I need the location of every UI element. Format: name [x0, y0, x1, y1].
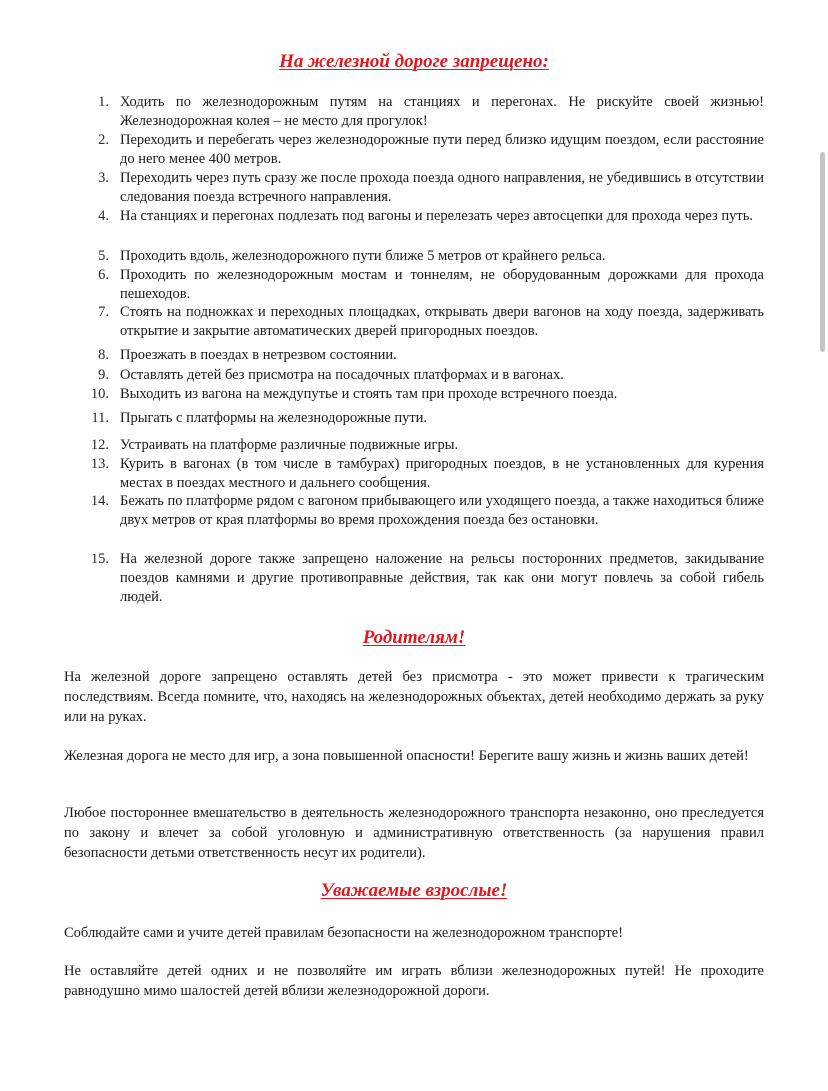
list-item-number: 5.	[98, 248, 109, 264]
list-item-number: 15.	[90, 551, 109, 567]
list-item-number: 3.	[98, 170, 109, 186]
list-item-number: 2.	[98, 132, 109, 148]
list-item-text: Выходить из вагона на междупутье и стоять там при проходе встречного поезда.	[120, 386, 618, 402]
list-item-number: 6.	[98, 267, 109, 283]
list-item-number: 8.	[98, 347, 109, 363]
list-item-number: 14.	[90, 493, 109, 509]
list-item-text: Переходить и перебегать через железнодорожные пути перед близко идущим поездом, если расстояние до него менее 400 метров.	[120, 132, 764, 167]
list-item-text: Оставлять детей без присмотра на посадочных платформах и в вагонах.	[120, 367, 564, 383]
list-item-text: Ходить по железнодорожным путям на станциях и перегонах. Не рискуйте своей жизнью! Железнодорожная колея – не место для прогулок!	[120, 94, 764, 129]
list-item-number: 13.	[90, 456, 109, 472]
list-item-number: 10.	[90, 386, 109, 402]
list-item-number: 4.	[98, 208, 109, 224]
parents-paragraph: На железной дороге запрещено оставлять детей без присмотра - это может привести к трагическим последствиям. Всегда помните, что, находясь на железнодорожных объектах, детей необходимо держать за руку или на руках.	[64, 669, 764, 725]
list-item-text: Стоять на подножках и переходных площадках, открывать двери вагонов на ходу поезда, задерживать открытие и закрытие автоматических дверей пригородных поездов.	[120, 304, 764, 339]
list-item-text: Проходить вдоль, железнодорожного пути ближе 5 метров от крайнего рельса.	[120, 248, 606, 264]
list-item-number: 7.	[98, 304, 109, 320]
list-item-number: 9.	[98, 367, 109, 383]
list-item-text: На железной дороге также запрещено наложение на рельсы посторонних предметов, закидывание поездов камнями и другие противоправные действия, так как они могут повлечь за собой гибель людей.	[120, 551, 764, 605]
list-item-text: На станциях и перегонах подлезать под вагоны и перелезать через автосцепки для прохода через путь.	[120, 208, 753, 224]
list-item-text: Прыгать с платформы на железнодорожные пути.	[120, 410, 428, 426]
page-title: На железной дороге запрещено:	[279, 51, 549, 72]
list-item-text: Устраивать на платформе различные подвижные игры.	[120, 437, 459, 453]
list-item-number: 12.	[90, 437, 109, 453]
list-item-text: Переходить через путь сразу же после прохода поезда одного направления, не убедившись в отсутствии следования поезда встречного направления.	[120, 170, 764, 205]
adults-paragraph: Соблюдайте сами и учите детей правилам безопасности на железнодорожном транспорте!	[64, 925, 623, 941]
adults-heading: Уважаемые взрослые!	[320, 880, 508, 901]
list-item-text: Проходить по железнодорожным мостам и тоннелям, не оборудованным дорожками для прохода пешеходов.	[120, 267, 764, 302]
list-item-text: Проезжать в поездах в нетрезвом состоянии.	[120, 347, 397, 363]
adults-paragraph: Не оставляйте детей одних и не позволяйте им играть вблизи железнодорожных путей! Не проходите равнодушно мимо шалостей детей вблизи железнодорожной дороги.	[64, 963, 764, 999]
list-item-number: 1.	[98, 94, 109, 110]
parents-paragraph: Железная дорога не место для игр, а зона повышенной опасности! Берегите вашу жизнь и жизнь ваших детей!	[64, 748, 749, 764]
parents-heading: Родителям!	[362, 627, 466, 648]
list-item-number: 11.	[91, 410, 109, 426]
parents-paragraph: Любое постороннее вмешательство в деятельность железнодорожного транспорта незаконно, оно преследуется по закону и влечет за собой уголовную и административную ответственность (за нарушения правил безопасности детьми ответственность несут их родители).	[64, 805, 764, 861]
list-item-text: Курить в вагонах (в том числе в тамбурах) пригородных поездов, в не установленных для курения местах в поездах местного и дальнего сообщения.	[120, 456, 764, 491]
list-item-text: Бежать по платформе рядом с вагоном прибывающего или уходящего поезда, а также находиться ближе двух метров от края платформы во время прохождения поезда без остановки.	[120, 493, 764, 528]
scrollbar[interactable]	[820, 152, 825, 352]
